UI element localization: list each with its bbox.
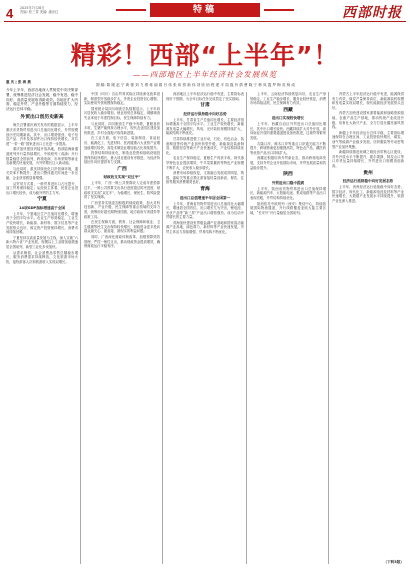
continued-note: （下转3版）	[383, 560, 404, 564]
main-headline: 精彩！西部“上半年”！	[70, 41, 340, 70]
paragraph: 新疆持续推进丝绸之路经济带核心区建设，对外开放水平不断提升，霍尔果斯、阿拉山口等口岸货运量持续增长，外贸进出口规模再创新高。	[332, 150, 404, 168]
article-column-5	[332, 92, 404, 565]
section-ribbon: 特稿	[150, 3, 260, 17]
paragraph: 上半年，云南经济持续恢复向好，农业生产形势稳定，工业生产稳步增长，服务业较快恢复，消费市场持续活跃，民生保障有力有效。	[250, 92, 326, 106]
paragraph: 农业生产保持稳定，夏粮生产再获丰收，现代寒旱特色农业提质增效，牛羊菜果薯药等特色产业规模不断扩大，农民收入稳步增长。	[166, 156, 244, 170]
paragraph: 与此同时，重庆持续优化口岸营商环境，通关效率不断提升，进出口整体通关时间进一步压缩，企业获得感显著增强。	[6, 166, 78, 181]
paragraph: 投资结构持续优化，制造业投资和基础设施投资保持较快增长，重大项目建设有序推进，为经济持续回升向好提供有力支撑。	[84, 151, 160, 165]
paragraph: 海关总署重庆海关发布的数据显示，上半年重庆市货物贸易进出口总值同比增长，外贸规模创历史同期新高。其中，出口增势强劲，电子信息产品、汽车及零部件出口保持较快增长，对共建“一带一路”国家进出口占比进一步提高。	[6, 123, 78, 146]
paragraph: 上半年，宁夏地区生产总值同比增长，增速高于全国平均水平。农业生产形势稳定，工业生产较快增长，新能源、新材料、数字信息等产业发展势头良好，固定资产投资保持增长，消费市场持续回暖。	[6, 211, 78, 235]
article-column-4	[250, 92, 326, 565]
region-heading: 陕西	[283, 172, 293, 178]
issue-editors: 责编: 张三青 美编: 潘亦红	[20, 10, 59, 15]
paragraph: 上半年，贵州经济运行延续稳中向好态势，数字经济、现代化工、新能源电池及材料等产业快速增长，大数据产业发展水平持续提升，旅游产业化深入推进。	[332, 185, 404, 203]
column-divider	[162, 92, 163, 564]
paragraph: 新疆上半年经济运行总体平稳，主要指标增速保持在合理区间，工业投资较快增长，煤炭、油气等能源产业稳步发展，纺织服装等劳动密集型产业加快集聚。	[332, 130, 404, 149]
section-heading: 外贸出口创历史新高	[20, 114, 64, 120]
lead-paragraph: 今年上半年，西部各地深入贯彻党中央决策部署，统筹推进经济社会发展，稳中有进、稳中向好，高质量发展取得新成效。各地在扩大内需、稳定外贸、产业升级等方面持续发力，经济运行总体平稳。	[6, 88, 78, 112]
paragraph: 在民生保障方面，教育、社会保障和就业、卫生健康等民生支出保持较快增长，财政资金更多投向群众最关心、最直接、最现实的利益问题。	[84, 220, 160, 234]
paragraph: 甘肃持续推进强工业行动，石化、有色冶金、装备制造等传统产业加快转型升级，新能源及装备制造、数据信息等新兴产业快速成长，产业结构持续优化。	[166, 137, 244, 155]
author-list: 图 稿: 陈 刚 赵 宁 黄 蕾 刘 力 维 蒋 丽 娟 吕 伟 张 伟 蔡 新 伟 刘 欣 怡 程 建 平 周 磊 肖 倩 曹 晓 宁 韩 凤 霞 罗 梅 英 杨 成	[96, 83, 295, 87]
section-heading: 财政收支实现“双过半”	[103, 175, 141, 180]
paragraph: 同时，广西深化财政体制改革，加强预算绩效管理，严控一般性支出，推动财政资金提质增效，确保财政运行平稳有序。	[84, 234, 160, 249]
region-heading: 甘肃	[200, 103, 210, 109]
section-heading: 经济运行延续稳中向好发展态势	[342, 179, 394, 183]
newspaper-masthead: 西部时报	[342, 5, 402, 21]
paragraph: 上半年，西藏自治区外贸进出口总值同比增长，其中出口增长较快。西藏持续扩大对外开放，面向南亚开放的重要通道建设加快推进，边境贸易繁荣发展。	[250, 122, 326, 141]
section-heading: 外贸进出口稳中提质	[271, 180, 305, 185]
region-heading: 贵州	[363, 170, 373, 176]
region-heading: 青海	[200, 187, 210, 192]
paragraph: 上半年，陕西省货物贸易进出口总值保持增长，新能源汽车、太阳能电池、集成电路等产品出口表现亮眼，外贸结构持续优化。	[250, 186, 326, 200]
paragraph: 重庆加快建设内陆开放高地，西部陆海新通道班列开行量持续增长，中欧班列（成渝）开行数量稳居全国前列，跨境电商、市场采购等新业态新模式快速发展，为外贸增长注入新动能。	[6, 147, 78, 166]
column-divider	[80, 92, 81, 564]
paragraph: 中国（四川）自由贸易试验区持续深化改革创新，制度型开放稳步扩大，外资企业投资信心增强，实际使用外资规模保持稳定。	[84, 92, 160, 106]
column-divider	[328, 92, 329, 564]
byline: 重 庆 | 张 海 燕	[6, 80, 31, 84]
paragraph: 陕西依托中欧班列（西安）集结中心，持续拓展国际物流通道，开行线路覆盖亚欧大陆主要区域，“长安号”开行量稳居全国前列。	[250, 201, 326, 215]
paragraph: 西藏还积极培育外贸新业态，推动跨境电商发展，支持外贸企业开拓国际市场，外贸发展质量和效益稳步提升。	[250, 156, 326, 170]
paragraph: 吉隆口岸、樟木口岸等重点口岸通关能力不断提升，跨境物流更加便捷高效，特色农产品、藏医药等优势产品出口持续扩大。	[250, 141, 326, 155]
paragraph: 与此同时，四川粮食生产稳中有增，夏粮喜获丰收，生猪产能保持合理水平，现代农业园区建设加快推进，乡村全面振兴取得新进展。	[84, 121, 160, 135]
sub-headline: ——西部地区上半年经济社会发展纵览	[132, 70, 278, 79]
column-divider	[246, 92, 247, 564]
section-heading: 进出口实现较快增长	[271, 116, 305, 121]
paragraph: 宁夏坚持以高质量发展为主线，深入实施“六新六特六优”产业发展，规模以上工业增加值增速居全国前列，新型工业化步伐加快。	[6, 235, 78, 250]
paragraph: 消费市场持续恢复，文旅融合发展成效明显，敦煌、嘉峪关等重点景区游客接待量创新高，餐饮、住宿等服务消费增势良好。	[166, 171, 244, 185]
paragraph: 内蒙古上半年经济运行稳中有进，能源保供有力有效，煤炭产量保持高位，新能源装机规模和发电量实现双增长，现代能源经济发展势头良好。	[332, 92, 404, 110]
region-heading: 广西	[117, 166, 127, 172]
paragraph: 青海加快建设世界级盐湖产业基地和国家清洁能源产业高地，绿色算力、新材料等产业快速发展，外贸主体活力持续增强，贸易结构不断优化。	[166, 220, 244, 235]
page-number: 4	[6, 6, 14, 21]
issue-date: 2025年7月28日	[20, 6, 45, 10]
paragraph: 广西坚持实施更加积极的财政政策，加大对科技创新、产业升级、民生保障等重点领域的支持力度，统筹用好超长期特别国债、地方政府专项债券等政策工具。	[84, 200, 160, 219]
section-heading: 经济运行保持稳中向好态势	[183, 111, 227, 116]
region-heading: 宁夏	[37, 197, 47, 203]
section-heading: 进出口总值增速半年居全国第一	[179, 195, 231, 200]
paragraph: 内蒙古加快建设国家重要能源和战略资源基地、农畜产品生产基地，推动传统产业改造升级，培育壮大新兴产业，全力打造北疆亮丽风景线。	[332, 111, 404, 130]
page-header	[0, 0, 410, 32]
paragraph: 国家统计局四川调查总队数据显示，上半年四川居民收入稳步增加，就业形势总体稳定，城镇调查失业率低于年度控制目标，民生保障持续有力。	[84, 106, 160, 120]
header-rule	[4, 21, 406, 22]
paragraph: 上半年，甘肃省生产总值同比增长，主要经济指标增速高于全国平均水平。工业生产较快增长，新能源发电量大幅增长，风电、光伏装机规模持续扩大，能源结构不断优化。	[166, 117, 244, 136]
article-column-2	[84, 92, 160, 565]
paragraph: 在工业方面，电子信息、装备制造、食品轻纺、能源化工、先进材料、医药健康六大优势产业增加值增长较快，高技术制造业增加值占比持续提升。	[84, 136, 160, 150]
article-column-3	[166, 92, 244, 565]
section-heading: 14项GDP指标增速高于全国	[19, 205, 65, 210]
paragraph: 西部地区上半年经济运行稳中有进，主要指标表现好于预期，为全年目标任务完成奠定了坚实基础。	[166, 92, 244, 101]
region-heading: 西藏	[283, 107, 293, 113]
paragraph: 上半年，广西一般公共预算收入完成年度预算过半，一般公共预算支出执行进度超过时序进度，财政收支实现“双过半”，为稳增长、保民生、防风险提供了坚实保障。	[84, 181, 160, 200]
paragraph: 上半年，青海省货物贸易进出口总值同比大幅增长，增速居全国首位。出口增长尤为突出，锂电池、光伏产品等“新三样”产品出口增势强劲，成为拉动外贸增长的主要力量。	[166, 201, 244, 220]
paragraph: 从需求侧看，社会消费品零售总额稳步增长，服务消费需求持续释放，文化旅游市场火热，接待游客人次和旅游收入实现双增长。	[6, 250, 78, 264]
issue-meta	[20, 6, 58, 15]
paragraph: 从贸易方式看，一般贸易进出口占比提升，加工贸易保持稳定；从经营主体看，民营企业进出口增长较快，成为稳外贸的主力军。	[6, 181, 78, 195]
article-column-1	[6, 80, 78, 565]
